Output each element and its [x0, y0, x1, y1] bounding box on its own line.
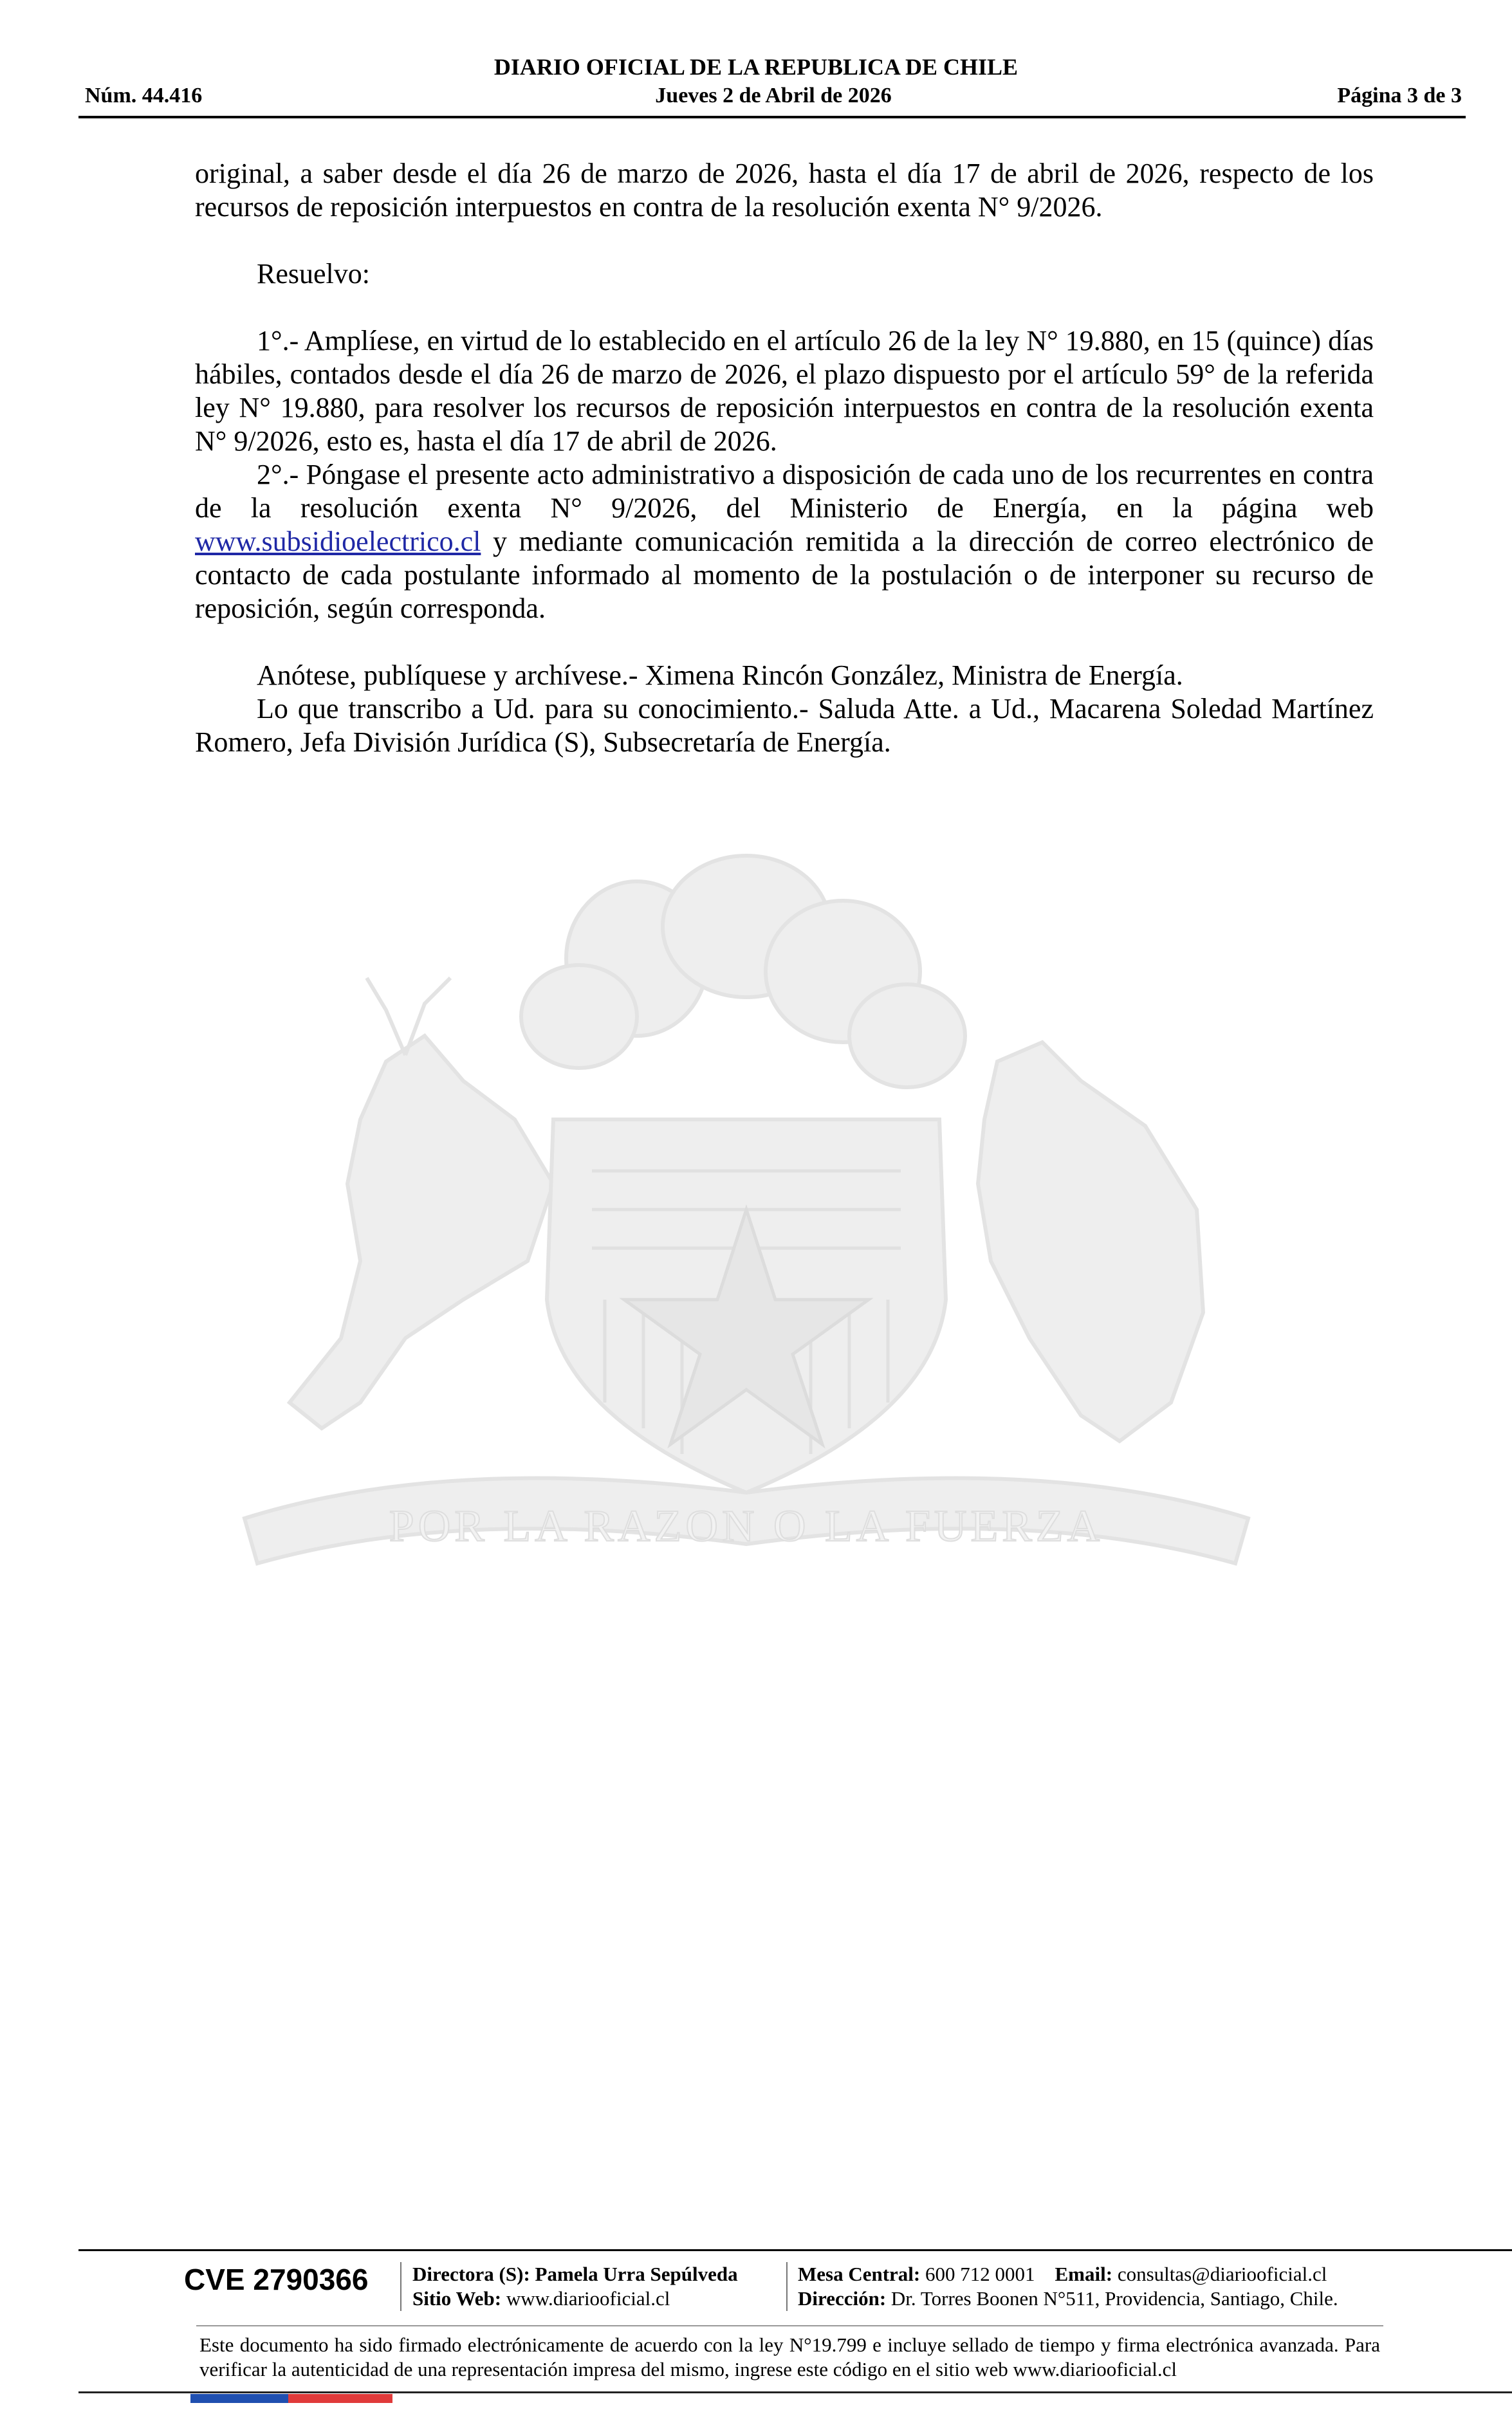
website-label: Sitio Web: [412, 2287, 502, 2310]
contact-line [798, 2262, 1338, 2287]
address-line [798, 2287, 1338, 2311]
footer-separator [786, 2262, 788, 2311]
address-label: Dirección: [798, 2287, 887, 2310]
director-label: Directora (S): [412, 2263, 530, 2285]
footer-separator [400, 2262, 401, 2311]
publication-title: DIARIO OFICIAL DE LA REPUBLICA DE CHILE [493, 54, 1019, 80]
signature-notice: Este documento ha sido firmado electrónicamente de acuerdo con la ley N°19.799 e incluye sellado de tiempo y firma electrónica avanzada. Para verificar la autenticidad de una representación impresa del mismo, ingrese este código en el sitio web www.diariooficial.cl [199, 2333, 1380, 2380]
coat-of-arms-watermark-icon [193, 849, 1287, 1711]
footer-director-block [412, 2262, 738, 2311]
director-line [412, 2262, 738, 2287]
item-2-text-continued: y mediante comunicación remitida a la dirección de correo electrónico de contacto de cada postulante informado al momento de la postulación o de interponer su recurso de reposición, según corresponda. [195, 526, 1374, 624]
paragraph-continuation: original, a saber desde el día 26 de marzo de 2026, hasta el día 17 de abril de 2026, respecto de los recursos de reposición interpuestos en contra de la resolución exenta N° 9/2026. [195, 158, 1374, 223]
subsidio-website-link[interactable]: www.subsidioelectrico.cl [195, 526, 481, 557]
website-line [412, 2287, 738, 2311]
issue-number: Núm. 44.416 [85, 84, 203, 107]
flag-stripe-blue [190, 2394, 288, 2403]
footer-bottom-rule [78, 2391, 1512, 2393]
flag-stripe-red [288, 2394, 392, 2403]
item-2-text: 2°.- Póngase el presente acto administrativo a disposición de cada uno de los recurrentes en contra de la resolución exenta N° 9/2026, del Ministerio de Energía, en la página web [195, 459, 1374, 524]
mesa-value: 600 712 0001 [925, 2263, 1035, 2285]
watermark-motto: POR LA RAZON O LA FUERZA [389, 1502, 1104, 1551]
resuelvo-heading: Resuelvo: [257, 258, 370, 290]
email-label: Email: [1055, 2263, 1113, 2285]
address-value: Dr. Torres Boonen N°511, Providencia, Santiago, Chile. [890, 2287, 1338, 2310]
footer-divider [78, 2249, 1512, 2251]
footer-thin-divider [196, 2325, 1383, 2326]
mesa-label: Mesa Central: [798, 2263, 921, 2285]
document-body [195, 157, 1374, 759]
cve-code: CVE 2790366 [184, 2263, 369, 2296]
footer-contact-block [798, 2262, 1338, 2311]
resolution-item-1: 1°.- Amplíese, en virtud de lo establecido en el artículo 26 de la ley N° 19.880, en 15 (quince) días hábiles, contados desde el día 26 de marzo de 2026, el plazo dispuesto por el artículo 59° de la referida ley N° 19.880, para resolver los recursos de reposición interpuestos en contra de la resolución exenta N° 9/2026, esto es, hasta el día 17 de abril de 2026. [195, 325, 1374, 457]
website-value[interactable]: www.diariooficial.cl [506, 2287, 670, 2310]
director-name: Pamela Urra Sepúlveda [535, 2263, 738, 2285]
issue-date: Jueves 2 de Abril de 2026 [655, 84, 892, 107]
transcription-line: Lo que transcribo a Ud. para su conocimiento.- Saluda Atte. a Ud., Macarena Soledad Martínez Romero, Jefa División Jurídica (S), Subsecretaría de Energía. [195, 693, 1374, 758]
header-row [85, 82, 1462, 109]
header-divider [78, 116, 1466, 118]
signature-line: Anótese, publíquese y archívese.- Ximena Rincón González, Ministra de Energía. [257, 659, 1183, 691]
email-value[interactable]: consultas@diariooficial.cl [1117, 2263, 1327, 2285]
resolution-item-2 [195, 458, 1374, 625]
page-indicator: Página 3 de 3 [1337, 84, 1462, 107]
